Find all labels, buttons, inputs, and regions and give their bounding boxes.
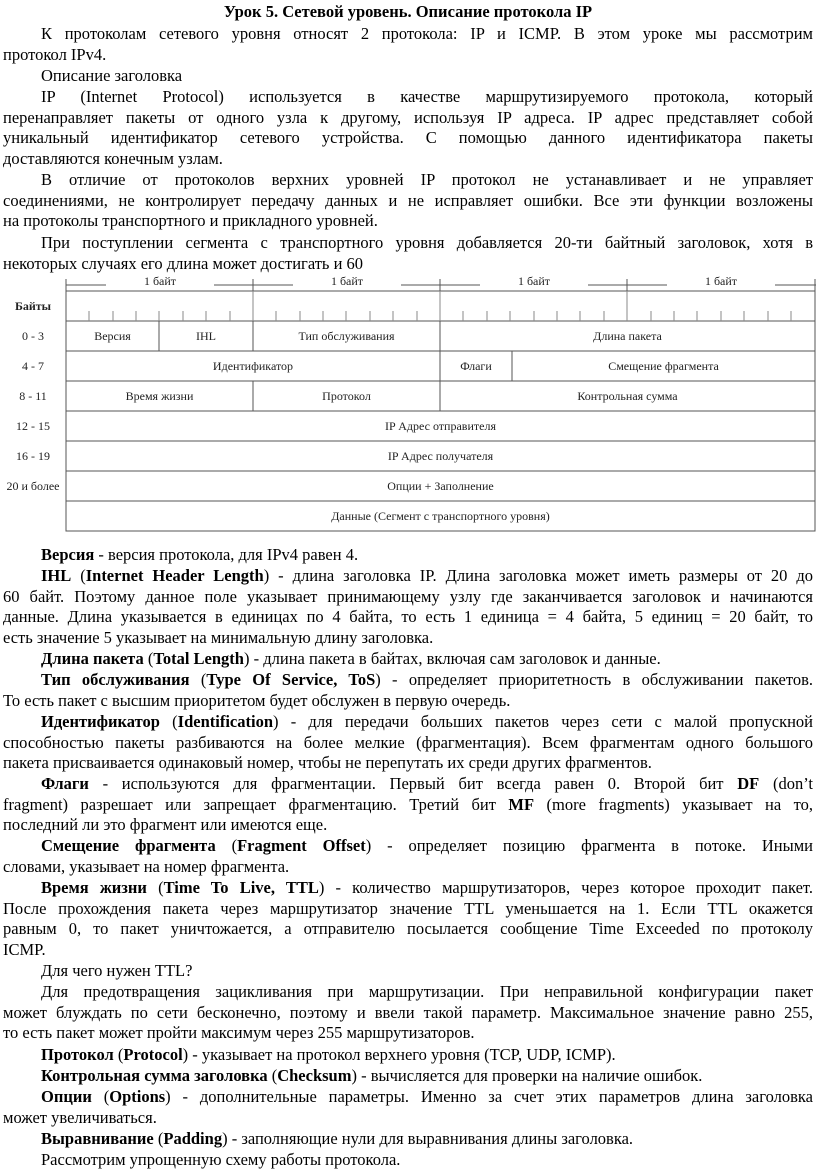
field-protocol: Протокол (Protocol) - указывает на протокол верхнего уровня (TCP, UDP, ICMP). [41, 1045, 616, 1064]
closing-sentence: Рассмотрим упрощенную схему работы протокола. [41, 1150, 401, 1169]
ip-header-grid [0, 273, 816, 538]
cell-ihl: IHL [196, 329, 216, 343]
section-heading-header: Описание заголовка [41, 66, 183, 85]
intro-paragraph-ip: IP (Internet Protocol) используется в качестве маршрутизируемого протокола, который перенаправляет пакеты от одного узла к другому, используя IP адреса. IP адрес представляет собой уникальный идентификатор сетевого устройства. С помощью данного идентификатора пакеты доставляются конечным узлам. [3, 87, 813, 169]
field-ihl: IHL (Internet Header Length) - длина заголовка IP. Длина заголовка может иметь размеры от 20 до 60 байт. Поэтому данное поле указывает принимающему узлу где заканчивается заголовок и начинаются данные. Длина указывается в единицах по 4 байта, то есть 1 единица = 4 байта, 5 единиц = 20 байт, то есть значение 5 указывает на минимальную длину заголовка. [3, 566, 813, 648]
ttl-answer: Для предотвращения зацикливания при маршрутизации. При неправильной конфигурации пакет может блуждать по сети бесконечно, поэтому и ввели такой параметр. Максимальное значение равно 255, то есть пакет может пройти максимум через 255 маршрутизаторов. [3, 982, 813, 1043]
row-label-20-plus: 20 и более [6, 479, 60, 493]
row-label-0-3: 0 - 3 [22, 329, 44, 343]
cell-ttl: Время жизни [125, 389, 194, 403]
field-fragment-offset: Смещение фрагмента (Fragment Offset) - определяет позицию фрагмента в потоке. Иными словами, указывает на номер фрагмента. [3, 836, 813, 876]
field-checksum: Контрольная сумма заголовка (Checksum) - вычисляется для проверки на наличие ошибок. [41, 1066, 703, 1085]
byte-label-2: 1 байт [293, 274, 401, 289]
byte-label-4: 1 байт [667, 274, 775, 289]
cell-version: Версия [94, 329, 131, 343]
field-options: Опции (Options) - дополнительные параметры. Именно за счет этих параметров длина заголовка может увеличиваться. [3, 1087, 813, 1127]
intro-paragraph-1: К протоколам сетевого уровня относят 2 протокола: IP и ICMP. В этом уроке мы рассмотрим протокол IPv4. [3, 24, 813, 64]
row-label-4-7: 4 - 7 [22, 359, 44, 373]
cell-options-padding: Опции + Заполнение [387, 479, 494, 493]
cell-flags: Флаги [460, 359, 492, 373]
field-total-length: Длина пакета (Total Length) - длина пакета в байтах, включая сам заголовок и данные. [41, 649, 661, 668]
cell-identification: Идентификатор [212, 359, 294, 373]
intro-paragraph-functions: В отличие от протоколов верхних уровней IP протокол не устанавливает и не управляет соединениями, не контролирует передачу данных и не исправляет ошибки. Все эти функции возложены на протоколы транспортного и прикладного уровней. [3, 170, 813, 231]
cell-fragment-offset: Смещение фрагмента [608, 359, 719, 373]
field-padding: Выравнивание (Padding) - заполняющие нули для выравнивания длины заголовка. [41, 1129, 634, 1148]
row-label-12-15: 12 - 15 [16, 419, 50, 433]
byte-label-1: 1 байт [106, 274, 214, 289]
field-ttl: Время жизни (Time To Live, TTL) - количество маршрутизаторов, через которое проходит пакет. После прохождения пакета через маршрутизатор значение TTL уменьшается на 1. Если TTL окажется равным 0, то пакет уничтожается, а отправителю посылается сообщение Time Exceeded по протоколу ICMP. [3, 878, 813, 960]
cell-protocol: Протокол [322, 389, 371, 403]
page-title: Урок 5. Сетевой уровень. Описание протокола IP [223, 2, 593, 21]
field-version: Версия - версия протокола, для IPv4 равен 4. [41, 545, 359, 564]
cell-source-address: IP Адрес отправителя [385, 419, 496, 433]
rows-header-label: Байты [14, 299, 52, 313]
ttl-question: Для чего нужен TTL? [41, 961, 193, 980]
intro-paragraph-segment: При поступлении сегмента с транспортного уровня добавляется 20-ти байтный заголовок, хотя в некоторых случаях его длина может достигать и 60 [3, 233, 813, 273]
field-tos: Тип обслуживания (Type Of Service, ToS) - определяет приоритетность в обслуживании пакетов. То есть пакет с высшим приоритетом будет обслужен в первую очередь. [3, 670, 813, 710]
byte-label-3: 1 байт [480, 274, 588, 289]
cell-data: Данные (Сегмент с транспортного уровня) [331, 509, 550, 523]
row-label-16-19: 16 - 19 [16, 449, 50, 463]
row-label-8-11: 8 - 11 [19, 389, 47, 403]
ip-header-diagram [0, 273, 816, 538]
cell-destination-address: IP Адрес получателя [387, 449, 494, 463]
cell-total-length: Длина пакета [593, 329, 662, 343]
cell-tos: Тип обслуживания [298, 329, 395, 343]
cell-checksum: Контрольная сумма [577, 389, 678, 403]
field-flags: Флаги - используются для фрагментации. Первый бит всегда равен 0. Второй бит DF (don’t fragment) разрешает или запрещает фрагментацию. Третий бит MF (more fragments) указывает на то, последний ли это фрагмент или имеются еще. [3, 774, 813, 835]
field-identification: Идентификатор (Identification) - для передачи больших пакетов через сети с малой пропускной способностью пакеты разбиваются на более мелкие (фрагментация). Всем фрагментам одного большого пакета присваивается одинаковый номер, чтобы не перепутать их среди других фрагментов. [3, 712, 813, 773]
